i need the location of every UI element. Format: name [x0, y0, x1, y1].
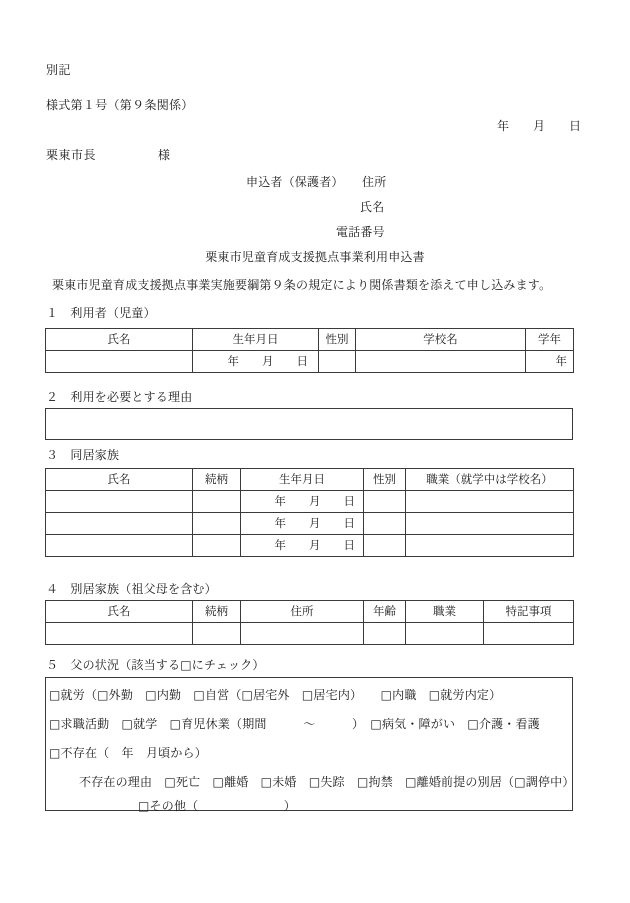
father-absence-reason-other[interactable]: □その他（ ） [138, 799, 296, 813]
cell-birth[interactable]: 年 月 日 [241, 535, 364, 557]
cell-occupation[interactable] [406, 535, 574, 557]
table-row [46, 513, 574, 535]
cell-occupation[interactable] [406, 623, 484, 645]
applicant-phone-label[interactable]: 電話番号 [336, 225, 385, 239]
cell-remarks[interactable] [484, 623, 574, 645]
cell-birth[interactable]: 年 月 日 [241, 491, 364, 513]
col-header-gender: 性別 [364, 469, 406, 491]
table-separate-family [45, 600, 574, 645]
table-header-row [46, 469, 574, 491]
col-header-address: 住所 [241, 601, 364, 623]
col-header-school: 学校名 [356, 329, 526, 351]
cell-relation[interactable] [193, 513, 241, 535]
table-header-row [46, 329, 574, 351]
col-header-relation: 続柄 [193, 469, 241, 491]
father-status-panel [45, 677, 573, 811]
table-header-row [46, 601, 574, 623]
col-header-occupation: 職業（就学中は学校名） [406, 469, 574, 491]
cell-grade[interactable]: 年 [526, 351, 574, 373]
father-status-other-line[interactable]: □求職活動 □就学 □育児休業（期間 ～ ） □病気・障がい □介護・看護 [49, 717, 540, 731]
cell-age[interactable] [364, 623, 406, 645]
col-header-grade: 学年 [526, 329, 574, 351]
father-absence-reason-line[interactable]: 不存在の理由 □死亡 □離婚 □未婚 □失踪 □拘禁 □離婚前提の別居（□調停中） [79, 775, 575, 789]
col-header-name: 氏名 [46, 469, 193, 491]
section-4-label: ４ 別居家族（祖父母を含む） [46, 582, 217, 596]
father-status-employment-line[interactable]: □就労（□外勤 □内勤 □自営（□居宅外 □居宅内） □内職 □就労内定） [49, 688, 502, 702]
reason-textbox[interactable] [45, 408, 573, 440]
cell-name[interactable] [46, 491, 193, 513]
cell-name[interactable] [46, 535, 193, 557]
appendix-label: 別記 [46, 63, 72, 77]
father-status-absence-line[interactable]: □不存在（ 年 月頃から） [49, 746, 207, 760]
cell-relation[interactable] [193, 491, 241, 513]
cell-birth[interactable]: 年 月 日 [193, 351, 319, 373]
intro-text: 栗東市児童育成支援拠点事業実施要綱第９条の規定により関係書類を添えて申し込みます。 [52, 278, 552, 292]
table-user [45, 328, 574, 373]
cell-gender[interactable] [364, 535, 406, 557]
cell-relation[interactable] [193, 535, 241, 557]
cell-gender[interactable] [364, 491, 406, 513]
applicant-address-label[interactable]: 申込者（保護者） 住所 [246, 175, 387, 189]
cell-address[interactable] [241, 623, 364, 645]
page-title: 栗東市児童育成支援拠点事業利用申込書 [205, 250, 425, 264]
cell-name[interactable] [46, 623, 193, 645]
section-1-label: １ 利用者（児童） [46, 306, 156, 320]
section-5-label: ５ 父の状況（該当する□にチェック） [46, 658, 265, 672]
cell-birth[interactable]: 年 月 日 [241, 513, 364, 535]
col-header-age: 年齢 [364, 601, 406, 623]
col-header-name: 氏名 [46, 329, 193, 351]
section-2-label: ２ 利用を必要とする理由 [46, 390, 193, 404]
table-row [46, 491, 574, 513]
table-row [46, 351, 574, 373]
cell-relation[interactable] [193, 623, 241, 645]
table-row [46, 623, 574, 645]
col-header-birth: 生年月日 [241, 469, 364, 491]
cell-school[interactable] [356, 351, 526, 373]
applicant-name-label[interactable]: 氏名 [360, 200, 385, 214]
cell-gender[interactable] [319, 351, 356, 373]
col-header-relation: 続柄 [193, 601, 241, 623]
col-header-occupation: 職業 [406, 601, 484, 623]
cell-name[interactable] [46, 513, 193, 535]
form-number: 様式第１号（第９条関係） [46, 98, 194, 112]
addressee: 栗東市長 [46, 148, 97, 162]
table-cohabiting-family [45, 468, 574, 557]
date-line[interactable]: 年 月 日 [497, 119, 582, 133]
col-header-remarks: 特記事項 [484, 601, 574, 623]
col-header-name: 氏名 [46, 601, 193, 623]
table-row [46, 535, 574, 557]
col-header-birth: 生年月日 [193, 329, 319, 351]
cell-occupation[interactable] [406, 491, 574, 513]
cell-name[interactable] [46, 351, 193, 373]
section-3-label: ３ 同居家族 [46, 448, 120, 462]
col-header-gender: 性別 [319, 329, 356, 351]
cell-occupation[interactable] [406, 513, 574, 535]
cell-gender[interactable] [364, 513, 406, 535]
addressee-honorific: 様 [158, 148, 171, 162]
